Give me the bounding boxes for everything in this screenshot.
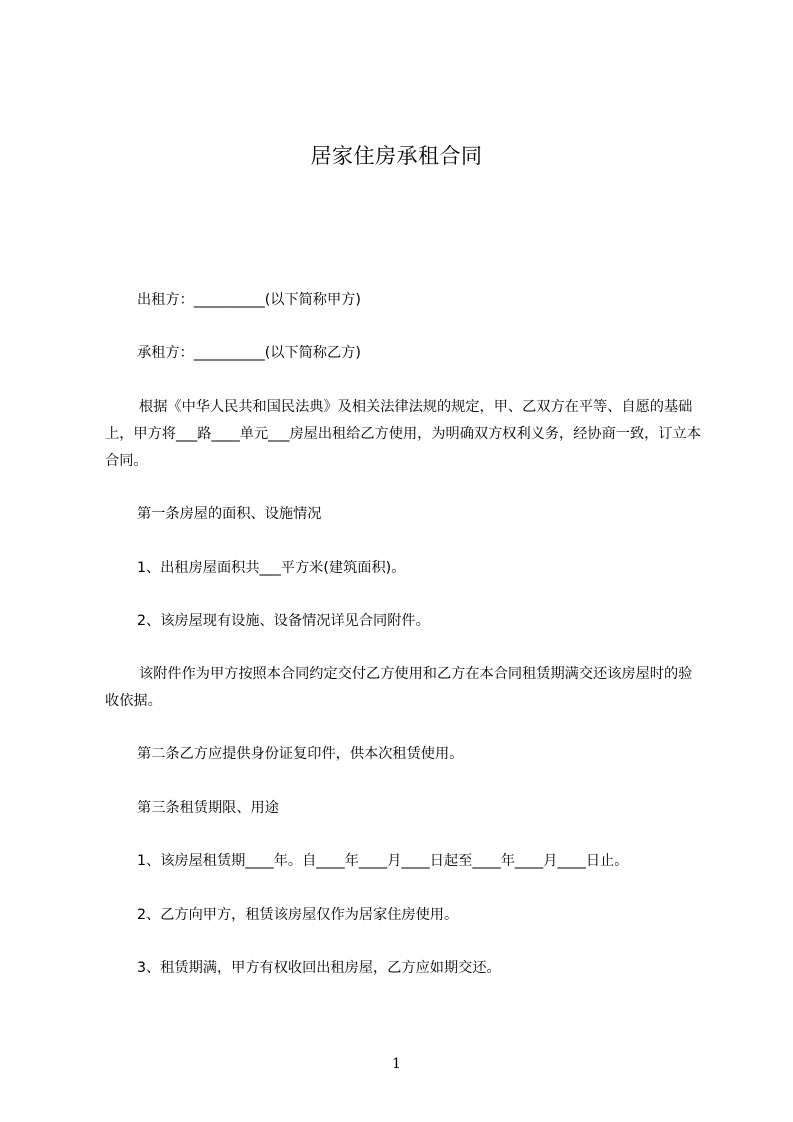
page-number: 1 xyxy=(392,1056,401,1072)
article-1-item-2: 2、该房屋现有设施、设备情况详见合同附件。 xyxy=(137,613,430,629)
article-2-heading: 第二条乙方应提供身份证复印件，供本次租赁使用。 xyxy=(137,746,464,762)
article-1-item-1: 1、出租房屋面积共___平方米(建筑面积)。 xyxy=(137,560,406,576)
article-3-item-3: 3、租赁期满，甲方有权收回出租房屋，乙方应如期交还。 xyxy=(137,960,501,976)
article-3-heading: 第三条租赁期限、用途 xyxy=(137,800,279,816)
contract-title: 居家住房承租合同 xyxy=(310,144,483,168)
article-1-heading: 第一条房屋的面积、设施情况 xyxy=(137,506,322,522)
appendix-note-paragraph: 该附件作为甲方按照本合同约定交付乙方使用和乙方在本合同租赁期满交还该房屋时的验收依据。 xyxy=(105,666,693,709)
article-3-item-2: 2、乙方向甲方，租赁该房屋仅作为居家住房使用。 xyxy=(137,907,459,923)
preamble-paragraph: 根据《中华人民共和国民法典》及相关法律法规的规定，甲、乙双方在平等、自愿的基础上，甲方将___路____单元___房屋出租给乙方使用，为明确双方权利义务，经协商一致，订立本合同。 xyxy=(105,399,701,469)
lessor-line: 出租方：__________(以下简称甲方) xyxy=(137,292,361,308)
article-3-item-1: 1、该房屋租赁期____年。自____年____月____日起至____年____月____日止。 xyxy=(137,853,629,869)
lessee-line: 承租方：__________(以下简称乙方) xyxy=(137,345,361,361)
